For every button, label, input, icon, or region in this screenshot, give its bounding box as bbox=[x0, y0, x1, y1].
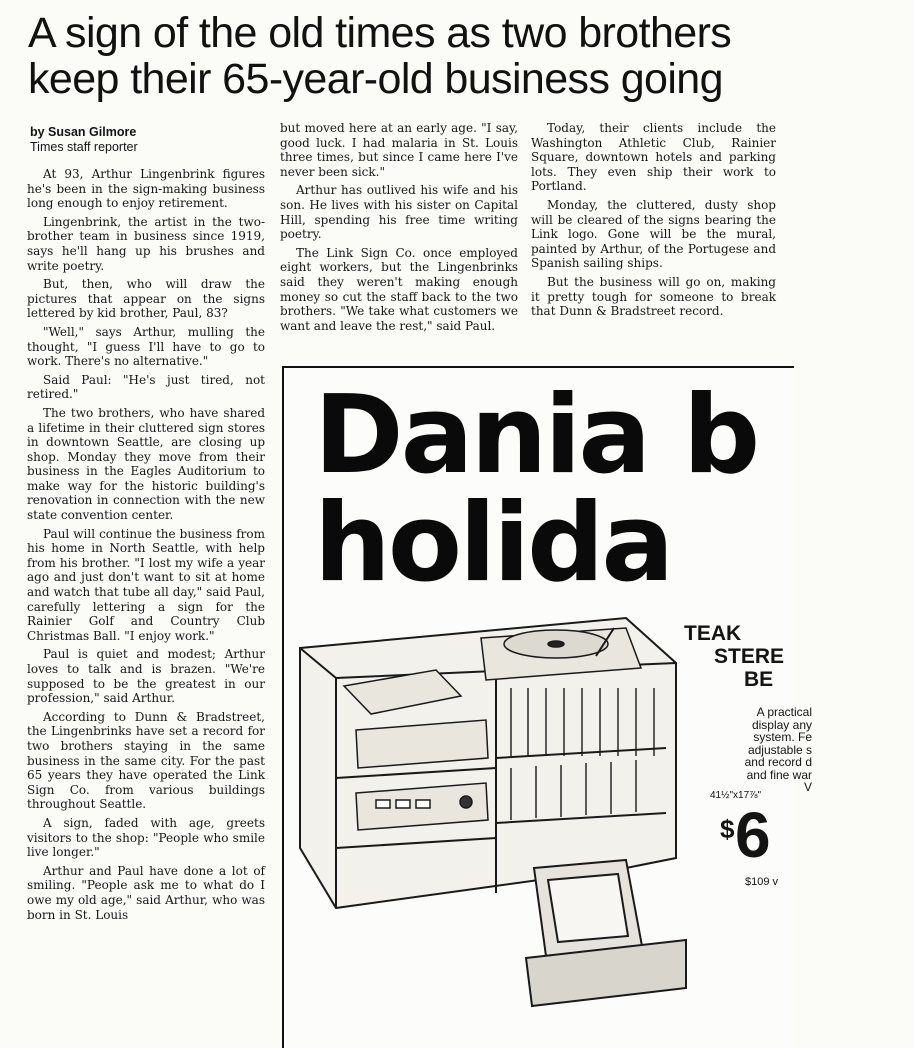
article-headline: A sign of the old times as two brothers keep their 65-year-old business going bbox=[28, 9, 732, 103]
article-paragraph: Paul is quiet and modest; Arthur loves to talk and is brazen. "We're supposed to be the greatest in our profession," said Arthur. bbox=[27, 647, 265, 706]
article-paragraph: The two brothers, who have shared a lifetime in their cluttered sign stores in downtown Seattle, are closing up shop. Monday they move from their business in the Eagles Auditorium to make way for the historic building's renovation in connection with the new state convention center. bbox=[27, 405, 265, 523]
ad-description bbox=[702, 706, 812, 794]
article-paragraph: Said Paul: "He's just tired, not retired." bbox=[27, 372, 265, 402]
article-paragraph: Arthur and Paul have done a lot of smiling. "People ask me to what do I owe my old age," said Arthur, who was born in St. Louis bbox=[27, 863, 265, 922]
article-paragraph: A sign, faded with age, greets visitors to the shop: "People who smile live longer." bbox=[27, 815, 265, 860]
article-paragraph: Monday, the cluttered, dusty shop will be cleared of the signs bearing the Link logo. Gone will be the mural, painted by Arthur, of the Portugese and Spanish sailing ships. bbox=[531, 197, 776, 271]
ad-description-line: and fine war bbox=[746, 767, 812, 782]
article-column-1 bbox=[27, 167, 265, 926]
ad-product-line-1: TEAK bbox=[684, 622, 742, 645]
ad-product-line-2: STERE bbox=[714, 645, 785, 668]
article-paragraph: Arthur has outlived his wife and his son. He lives with his sister on Capital Hill, spending his free time writing poetry. bbox=[280, 183, 518, 242]
ad-description-line: adjustable s bbox=[747, 742, 812, 757]
ad-description-line: A practical bbox=[756, 705, 812, 719]
ad-description-line: display any bbox=[751, 717, 812, 732]
ad-product-line-3: BE bbox=[744, 668, 774, 691]
article-paragraph: Paul will continue the business from his home in North Seattle, with help from his brother. "I lost my wife a year ago and just don't want to sit at home and watch that tube all day," said Paul, carefully lettering a sign for the Rainier Golf and Country Club Christmas Ball. "I enjoy work." bbox=[27, 526, 265, 643]
ad-headline-line-2: holida bbox=[314, 481, 672, 606]
article-paragraph: But the business will go on, making it pretty tough for someone to break that Dunn & Bradstreet record. bbox=[531, 274, 776, 319]
article-paragraph: but moved here at an early age. "I say, good luck. I had malaria in St. Louis three times, but since I came here I've never been sick." bbox=[280, 121, 518, 179]
ad-headline-line-1: Dania b bbox=[314, 373, 758, 498]
ad-headline bbox=[314, 373, 914, 606]
advertisement bbox=[282, 366, 812, 1048]
article-column-2 bbox=[280, 121, 518, 337]
article-paragraph: At 93, Arthur Lingenbrink figures he's been in the sign-making business long enough to enjoy retirement. bbox=[27, 167, 265, 211]
article-paragraph: But, then, who will draw the pictures that appear on the signs lettered by kid brother, Paul, 83? bbox=[27, 277, 265, 321]
article-column-3 bbox=[531, 121, 776, 323]
stereo-bench-illustration bbox=[296, 608, 686, 1028]
ad-description-line: and record d bbox=[744, 755, 812, 769]
ad-dimensions: 41½"x17⅞" bbox=[710, 790, 762, 801]
byline-author: by Susan Gilmore bbox=[30, 125, 137, 139]
article-paragraph: The Link Sign Co. once employed eight workers, but the Lingenbrinks said they weren't making enough money so cut the staff back to the two brothers. "We take what customers we want and leave the rest," said Paul. bbox=[280, 245, 518, 333]
ad-regular-price: $109 v bbox=[745, 876, 779, 888]
article-paragraph: "Well," says Arthur, mulling the thought, "I guess I'll have to go to work. There's no alternative." bbox=[27, 324, 265, 369]
ad-description-line: system. Fe bbox=[753, 730, 812, 744]
ad-price-symbol: $ bbox=[720, 814, 735, 844]
article-paragraph: Lingenbrink, the artist in the two-brother team in business since 1919, says he'll hang up his brushes and write poetry. bbox=[27, 214, 265, 273]
article-paragraph: Today, their clients include the Washington Athletic Club, Rainier Square, downtown hotels and parking lots. They even ship their work to Portland. bbox=[531, 121, 776, 194]
article-paragraph: According to Dunn & Bradstreet, the Lingenbrinks have set a record for two brothers staying in the same business in the same city. For the past 65 years they have operated the Link Sign Co. from various buildings throughout Seattle. bbox=[27, 709, 265, 812]
ad-price: 6 bbox=[735, 799, 771, 871]
ad-description-line: V bbox=[803, 780, 812, 794]
byline-title: Times staff reporter bbox=[30, 140, 138, 154]
